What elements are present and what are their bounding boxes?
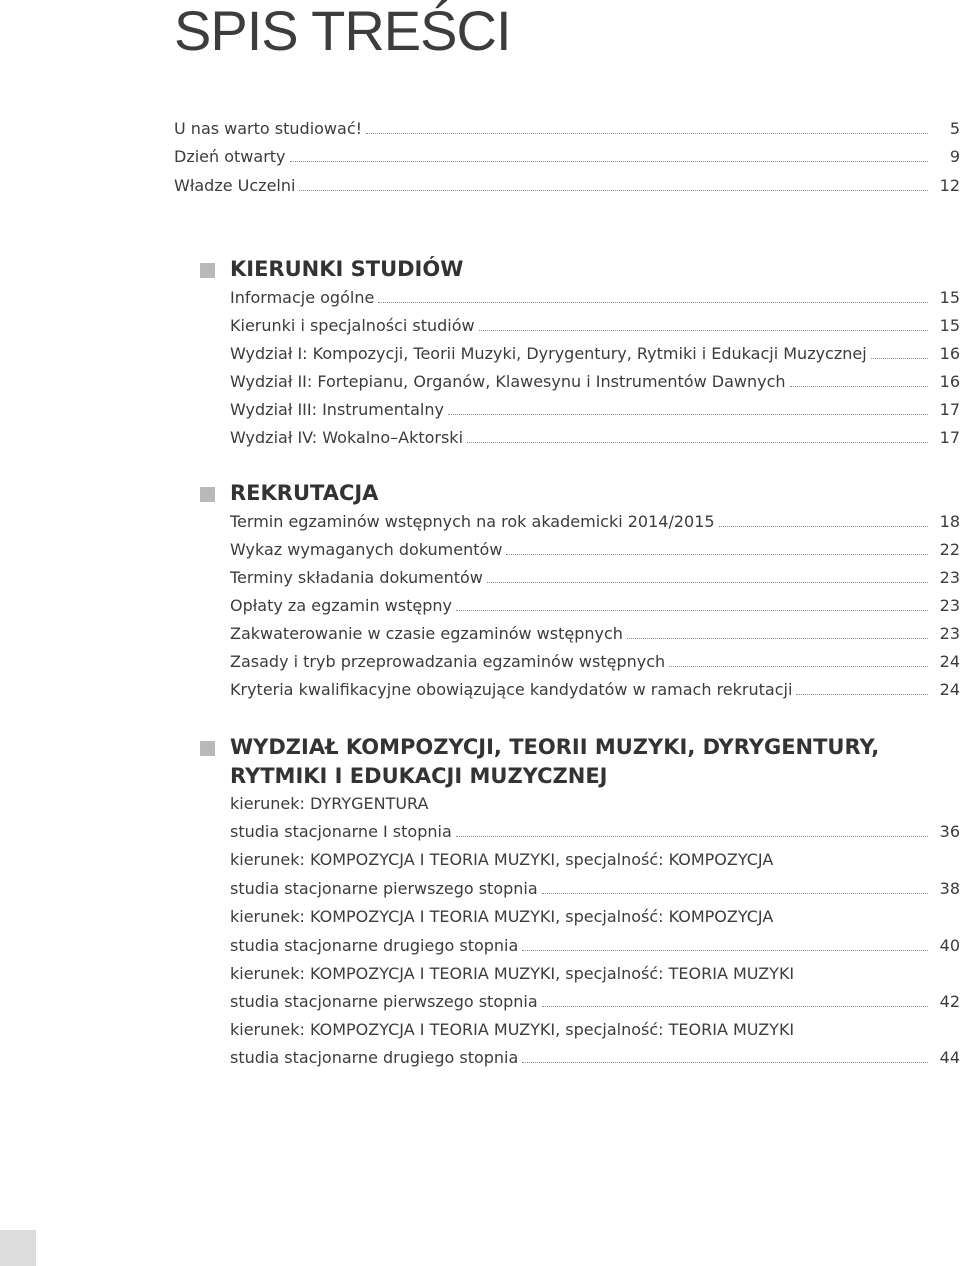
toc-entry-label: Dzień otwarty (174, 147, 286, 166)
dot-leader (456, 610, 928, 611)
toc-entry[interactable] (230, 594, 960, 618)
kierunek-label: kierunek: KOMPOZYCJA I TEORIA MUZYKI, specjalność: KOMPOZYCJA (230, 850, 774, 869)
toc-entry-page: 23 (939, 596, 960, 615)
toc-entry-page: 15 (939, 288, 960, 307)
dot-leader (290, 161, 928, 162)
toc-entry[interactable] (230, 370, 960, 394)
toc-entry-page: 16 (939, 344, 960, 363)
toc-entry-page: 5 (949, 119, 960, 138)
dot-leader (299, 190, 928, 191)
toc-entry-label: Kryteria kwalifikacyjne obowiązujące kandydatów w ramach rekrutacji (230, 680, 793, 699)
toc-entry[interactable] (230, 934, 960, 958)
dot-leader (487, 582, 928, 583)
toc-entry-page: 16 (939, 372, 960, 391)
toc-entry-page: 17 (939, 428, 960, 447)
toc-entry-label: studia stacjonarne pierwszego stopnia (230, 992, 538, 1011)
toc-entry[interactable] (230, 510, 960, 534)
dot-leader (522, 950, 928, 951)
toc-entry-page: 12 (939, 176, 960, 195)
dot-leader (479, 330, 928, 331)
dot-leader (448, 414, 928, 415)
dot-leader (506, 554, 928, 555)
dot-leader (871, 358, 928, 359)
toc-entry[interactable] (230, 990, 960, 1014)
toc-entry-page: 23 (939, 624, 960, 643)
toc-entry-label: Kierunki i specjalności studiów (230, 316, 475, 335)
kierunek-label: kierunek: KOMPOZYCJA I TEORIA MUZYKI, specjalność: TEORIA MUZYKI (230, 1020, 795, 1039)
toc-entry-label: Wydział I: Kompozycji, Teorii Muzyki, Dyrygentury, Rytmiki i Edukacji Muzycznej (230, 344, 867, 363)
toc-entry-page: 40 (939, 936, 960, 955)
toc-entry[interactable] (174, 117, 960, 141)
toc-entry-label: U nas warto studiować! (174, 119, 363, 138)
toc-entry-page: 38 (939, 879, 960, 898)
page-title: SPIS TREŚCI (174, 0, 511, 62)
dot-leader (669, 666, 928, 667)
toc-entry-page: 22 (939, 540, 960, 559)
corner-decoration (0, 1230, 36, 1266)
toc-entry-label: studia stacjonarne pierwszego stopnia (230, 879, 538, 898)
toc-entry-page: 44 (939, 1048, 960, 1067)
toc-entry-page: 42 (939, 992, 960, 1011)
toc-entry[interactable] (230, 622, 960, 646)
toc-entry-label: Wydział II: Fortepianu, Organów, Klawesynu i Instrumentów Dawnych (230, 372, 786, 391)
toc-entry[interactable] (230, 286, 960, 310)
toc-entry[interactable] (230, 1046, 960, 1070)
toc-entry-label: Wydział IV: Wokalno–Aktorski (230, 428, 464, 447)
toc-entry[interactable] (230, 398, 960, 422)
toc-entry-label: Informacje ogólne (230, 288, 375, 307)
square-bullet-icon (200, 487, 215, 502)
dot-leader (542, 1006, 928, 1007)
toc-entry-page: 23 (939, 568, 960, 587)
toc-entry-label: Zasady i tryb przeprowadzania egzaminów wstępnych (230, 652, 666, 671)
toc-entry-page: 24 (939, 680, 960, 699)
toc-entry[interactable] (174, 174, 960, 198)
toc-entry-label: Wydział III: Instrumentalny (230, 400, 444, 419)
toc-entry-label: studia stacjonarne drugiego stopnia (230, 1048, 519, 1067)
toc-entry-label: Opłaty za egzamin wstępny (230, 596, 452, 615)
dot-leader (796, 694, 928, 695)
section-heading-rekrutacja: REKRUTACJA (230, 481, 379, 505)
kierunek-label: kierunek: KOMPOZYCJA I TEORIA MUZYKI, specjalność: KOMPOZYCJA (230, 907, 774, 926)
section-heading-wydzial-line1: WYDZIAŁ KOMPOZYCJI, TEORII MUZYKI, DYRYGENTURY, (230, 735, 880, 759)
dot-leader (719, 526, 928, 527)
toc-entry-page: 15 (939, 316, 960, 335)
kierunek-label: kierunek: DYRYGENTURA (230, 794, 429, 813)
dot-leader (790, 386, 929, 387)
dot-leader (522, 1062, 928, 1063)
square-bullet-icon (200, 263, 215, 278)
toc-entry-label: studia stacjonarne drugiego stopnia (230, 936, 519, 955)
toc-entry[interactable] (230, 820, 960, 844)
dot-leader (467, 442, 928, 443)
dot-leader (366, 133, 928, 134)
square-bullet-icon (200, 741, 215, 756)
toc-entry-label: Władze Uczelni (174, 176, 296, 195)
dot-leader (542, 893, 928, 894)
toc-entry-label: studia stacjonarne I stopnia (230, 822, 452, 841)
section-heading-kierunki: KIERUNKI STUDIÓW (230, 257, 464, 281)
toc-entry[interactable] (230, 650, 960, 674)
dot-leader (378, 302, 928, 303)
toc-entry-page: 18 (939, 512, 960, 531)
toc-entry-page: 24 (939, 652, 960, 671)
dot-leader (456, 836, 928, 837)
toc-entry[interactable] (230, 426, 960, 450)
toc-entry[interactable] (230, 342, 960, 366)
toc-entry-label: Zakwaterowanie w czasie egzaminów wstępnych (230, 624, 623, 643)
toc-entry[interactable] (230, 877, 960, 901)
toc-entry[interactable] (230, 314, 960, 338)
toc-entry-page: 17 (939, 400, 960, 419)
toc-entry-label: Terminy składania dokumentów (230, 568, 483, 587)
toc-entry-label: Wykaz wymaganych dokumentów (230, 540, 503, 559)
dot-leader (627, 638, 928, 639)
toc-entry-label: Termin egzaminów wstępnych na rok akademicki 2014/2015 (230, 512, 715, 531)
toc-entry-page: 36 (939, 822, 960, 841)
toc-entry[interactable] (174, 145, 960, 169)
toc-entry[interactable] (230, 566, 960, 590)
toc-entry[interactable] (230, 538, 960, 562)
toc-entry-page: 9 (949, 147, 960, 166)
toc-entry[interactable] (230, 678, 960, 702)
kierunek-label: kierunek: KOMPOZYCJA I TEORIA MUZYKI, specjalność: TEORIA MUZYKI (230, 964, 795, 983)
section-heading-wydzial-line2: RYTMIKI I EDUKACJI MUZYCZNEJ (230, 764, 608, 788)
